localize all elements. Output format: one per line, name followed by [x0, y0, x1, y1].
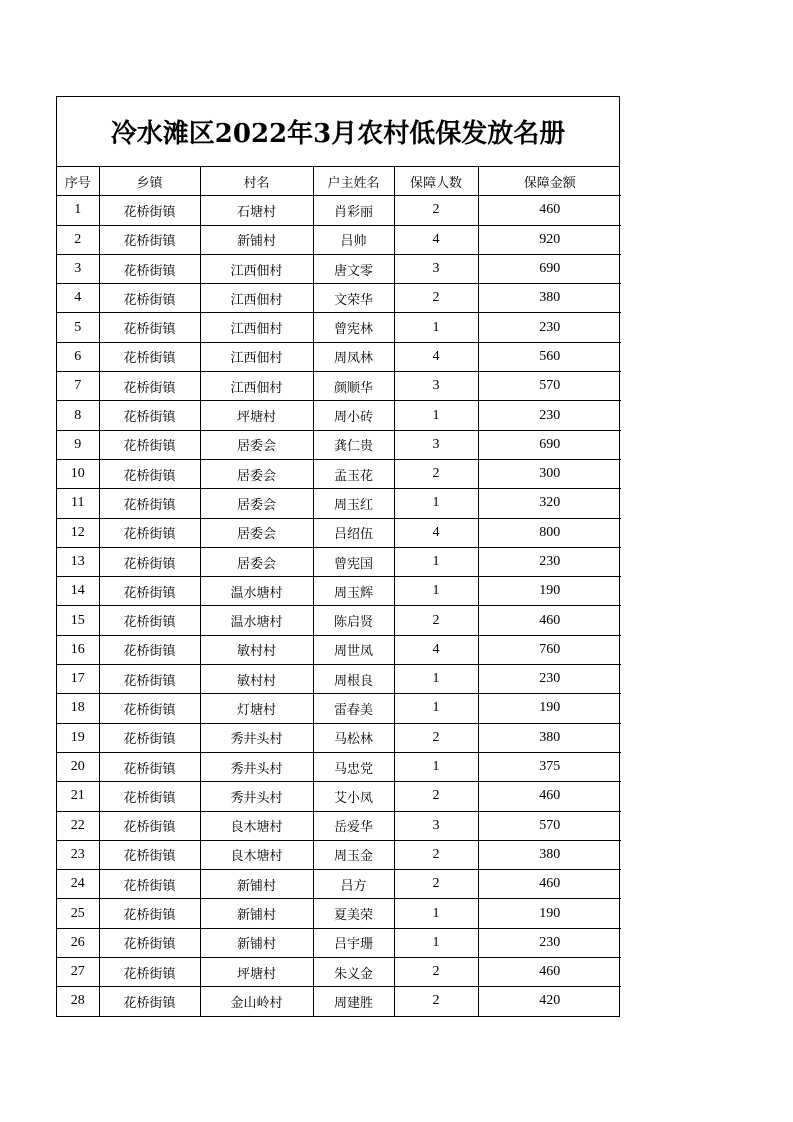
cell-persons: 2	[394, 840, 478, 869]
cell-index: 10	[57, 459, 99, 488]
cell-village: 新铺村	[200, 899, 313, 928]
cell-index: 8	[57, 401, 99, 430]
cell-index: 5	[57, 313, 99, 342]
cell-householder: 朱义金	[313, 958, 394, 987]
cell-persons: 2	[394, 196, 478, 225]
cell-town: 花桥街镇	[99, 284, 200, 313]
table-row	[57, 313, 621, 342]
cell-householder: 文荣华	[313, 284, 394, 313]
cell-amount: 800	[478, 518, 621, 547]
cell-persons: 3	[394, 372, 478, 401]
cell-index: 22	[57, 811, 99, 840]
cell-index: 28	[57, 987, 99, 1016]
header-cell-amount: 保障金额	[478, 167, 621, 196]
table-row	[57, 196, 621, 225]
cell-village: 良木塘村	[200, 811, 313, 840]
cell-householder: 周玉辉	[313, 577, 394, 606]
cell-index: 17	[57, 665, 99, 694]
cell-amount: 460	[478, 958, 621, 987]
cell-town: 花桥街镇	[99, 577, 200, 606]
cell-town: 花桥街镇	[99, 723, 200, 752]
cell-index: 14	[57, 577, 99, 606]
table-row	[57, 577, 621, 606]
cell-householder: 肖彩丽	[313, 196, 394, 225]
cell-householder: 周凤林	[313, 342, 394, 371]
cell-householder: 马松林	[313, 723, 394, 752]
cell-village: 江西佃村	[200, 254, 313, 283]
cell-town: 花桥街镇	[99, 635, 200, 664]
table-row	[57, 372, 621, 401]
cell-village: 秀井头村	[200, 782, 313, 811]
table-row	[57, 254, 621, 283]
cell-householder: 马忠党	[313, 752, 394, 781]
table-row	[57, 899, 621, 928]
cell-village: 敏村村	[200, 665, 313, 694]
cell-village: 居委会	[200, 430, 313, 459]
cell-town: 花桥街镇	[99, 811, 200, 840]
cell-amount: 420	[478, 987, 621, 1016]
cell-amount: 300	[478, 459, 621, 488]
cell-amount: 570	[478, 811, 621, 840]
header-cell-village: 村名	[200, 167, 313, 196]
roster-table	[57, 167, 621, 1016]
table-row	[57, 635, 621, 664]
cell-town: 花桥街镇	[99, 547, 200, 576]
cell-town: 花桥街镇	[99, 899, 200, 928]
cell-village: 新铺村	[200, 870, 313, 899]
cell-persons: 1	[394, 489, 478, 518]
cell-town: 花桥街镇	[99, 430, 200, 459]
table-row	[57, 752, 621, 781]
cell-town: 花桥街镇	[99, 196, 200, 225]
cell-amount: 920	[478, 225, 621, 254]
cell-householder: 吕宇珊	[313, 928, 394, 957]
cell-householder: 艾小凤	[313, 782, 394, 811]
header-row	[57, 167, 621, 196]
cell-village: 江西佃村	[200, 342, 313, 371]
cell-householder: 吕绍伍	[313, 518, 394, 547]
table-row	[57, 928, 621, 957]
table-row	[57, 840, 621, 869]
table-row	[57, 987, 621, 1016]
cell-amount: 460	[478, 196, 621, 225]
cell-index: 4	[57, 284, 99, 313]
cell-amount: 460	[478, 870, 621, 899]
cell-amount: 380	[478, 840, 621, 869]
cell-town: 花桥街镇	[99, 606, 200, 635]
cell-persons: 4	[394, 518, 478, 547]
cell-amount: 190	[478, 694, 621, 723]
cell-amount: 460	[478, 782, 621, 811]
cell-town: 花桥街镇	[99, 752, 200, 781]
cell-town: 花桥街镇	[99, 928, 200, 957]
cell-village: 江西佃村	[200, 313, 313, 342]
roster-sheet	[56, 96, 620, 1017]
cell-town: 花桥街镇	[99, 489, 200, 518]
cell-amount: 230	[478, 401, 621, 430]
table-row	[57, 489, 621, 518]
cell-amount: 380	[478, 284, 621, 313]
cell-amount: 230	[478, 547, 621, 576]
cell-amount: 230	[478, 928, 621, 957]
header-cell-householder: 户主姓名	[313, 167, 394, 196]
table-row	[57, 811, 621, 840]
page-title: 冷水滩区2022年3月农村低保发放名册	[57, 97, 619, 167]
cell-householder: 唐文零	[313, 254, 394, 283]
cell-town: 花桥街镇	[99, 987, 200, 1016]
cell-persons: 2	[394, 606, 478, 635]
cell-village: 坪塘村	[200, 401, 313, 430]
table-row	[57, 870, 621, 899]
header-cell-index: 序号	[57, 167, 99, 196]
cell-persons: 1	[394, 899, 478, 928]
cell-householder: 曾宪林	[313, 313, 394, 342]
cell-persons: 2	[394, 723, 478, 752]
cell-village: 新铺村	[200, 225, 313, 254]
cell-index: 24	[57, 870, 99, 899]
cell-village: 敏村村	[200, 635, 313, 664]
cell-town: 花桥街镇	[99, 665, 200, 694]
cell-index: 2	[57, 225, 99, 254]
cell-index: 12	[57, 518, 99, 547]
cell-householder: 颜顺华	[313, 372, 394, 401]
table-row	[57, 284, 621, 313]
cell-index: 27	[57, 958, 99, 987]
cell-householder: 雷春美	[313, 694, 394, 723]
cell-householder: 岳爱华	[313, 811, 394, 840]
header-cell-town: 乡镇	[99, 167, 200, 196]
cell-persons: 4	[394, 635, 478, 664]
cell-householder: 周玉金	[313, 840, 394, 869]
cell-amount: 380	[478, 723, 621, 752]
cell-persons: 3	[394, 811, 478, 840]
cell-persons: 3	[394, 254, 478, 283]
cell-persons: 2	[394, 459, 478, 488]
cell-index: 15	[57, 606, 99, 635]
cell-amount: 320	[478, 489, 621, 518]
cell-persons: 2	[394, 870, 478, 899]
cell-village: 居委会	[200, 518, 313, 547]
cell-amount: 760	[478, 635, 621, 664]
cell-amount: 690	[478, 254, 621, 283]
cell-index: 16	[57, 635, 99, 664]
cell-householder: 周根良	[313, 665, 394, 694]
cell-householder: 周小砖	[313, 401, 394, 430]
cell-town: 花桥街镇	[99, 958, 200, 987]
cell-village: 温水塘村	[200, 606, 313, 635]
table-row	[57, 401, 621, 430]
cell-town: 花桥街镇	[99, 870, 200, 899]
cell-town: 花桥街镇	[99, 840, 200, 869]
cell-householder: 夏美荣	[313, 899, 394, 928]
table-row	[57, 547, 621, 576]
cell-persons: 2	[394, 987, 478, 1016]
cell-village: 良木塘村	[200, 840, 313, 869]
cell-persons: 2	[394, 782, 478, 811]
cell-amount: 375	[478, 752, 621, 781]
cell-persons: 1	[394, 401, 478, 430]
cell-village: 坪塘村	[200, 958, 313, 987]
cell-persons: 1	[394, 577, 478, 606]
table-row	[57, 723, 621, 752]
cell-amount: 690	[478, 430, 621, 459]
cell-householder: 周世凤	[313, 635, 394, 664]
cell-persons: 1	[394, 694, 478, 723]
cell-amount: 190	[478, 577, 621, 606]
cell-householder: 周玉红	[313, 489, 394, 518]
table-body	[57, 167, 621, 1016]
cell-amount: 560	[478, 342, 621, 371]
cell-village: 江西佃村	[200, 372, 313, 401]
cell-householder: 孟玉花	[313, 459, 394, 488]
cell-persons: 4	[394, 225, 478, 254]
cell-amount: 230	[478, 313, 621, 342]
cell-village: 新铺村	[200, 928, 313, 957]
table-row	[57, 782, 621, 811]
cell-persons: 1	[394, 547, 478, 576]
cell-householder: 吕帅	[313, 225, 394, 254]
cell-persons: 1	[394, 752, 478, 781]
cell-town: 花桥街镇	[99, 225, 200, 254]
cell-index: 11	[57, 489, 99, 518]
table-row	[57, 342, 621, 371]
header-cell-persons: 保障人数	[394, 167, 478, 196]
cell-index: 13	[57, 547, 99, 576]
table-row	[57, 665, 621, 694]
cell-householder: 曾宪国	[313, 547, 394, 576]
cell-index: 6	[57, 342, 99, 371]
cell-index: 26	[57, 928, 99, 957]
cell-persons: 3	[394, 430, 478, 459]
cell-index: 9	[57, 430, 99, 459]
cell-village: 金山岭村	[200, 987, 313, 1016]
cell-amount: 460	[478, 606, 621, 635]
cell-index: 3	[57, 254, 99, 283]
cell-town: 花桥街镇	[99, 254, 200, 283]
cell-index: 21	[57, 782, 99, 811]
table-row	[57, 459, 621, 488]
cell-village: 居委会	[200, 489, 313, 518]
cell-village: 灯塘村	[200, 694, 313, 723]
cell-town: 花桥街镇	[99, 694, 200, 723]
cell-town: 花桥街镇	[99, 372, 200, 401]
cell-index: 18	[57, 694, 99, 723]
cell-persons: 1	[394, 665, 478, 694]
cell-village: 秀井头村	[200, 752, 313, 781]
table-row	[57, 694, 621, 723]
cell-persons: 4	[394, 342, 478, 371]
cell-town: 花桥街镇	[99, 313, 200, 342]
cell-village: 温水塘村	[200, 577, 313, 606]
cell-householder: 陈启贤	[313, 606, 394, 635]
table-row	[57, 225, 621, 254]
cell-town: 花桥街镇	[99, 782, 200, 811]
cell-persons: 1	[394, 928, 478, 957]
cell-index: 1	[57, 196, 99, 225]
cell-village: 石塘村	[200, 196, 313, 225]
table-row	[57, 518, 621, 547]
cell-town: 花桥街镇	[99, 459, 200, 488]
cell-index: 23	[57, 840, 99, 869]
cell-householder: 龚仁贵	[313, 430, 394, 459]
cell-index: 25	[57, 899, 99, 928]
cell-persons: 2	[394, 958, 478, 987]
cell-village: 居委会	[200, 547, 313, 576]
cell-town: 花桥街镇	[99, 342, 200, 371]
table-row	[57, 958, 621, 987]
cell-village: 居委会	[200, 459, 313, 488]
cell-village: 江西佃村	[200, 284, 313, 313]
table-row	[57, 430, 621, 459]
cell-persons: 1	[394, 313, 478, 342]
cell-town: 花桥街镇	[99, 401, 200, 430]
cell-householder: 周建胜	[313, 987, 394, 1016]
cell-persons: 2	[394, 284, 478, 313]
table-row	[57, 606, 621, 635]
cell-index: 20	[57, 752, 99, 781]
cell-town: 花桥街镇	[99, 518, 200, 547]
cell-amount: 570	[478, 372, 621, 401]
cell-amount: 190	[478, 899, 621, 928]
cell-village: 秀井头村	[200, 723, 313, 752]
cell-amount: 230	[478, 665, 621, 694]
cell-index: 7	[57, 372, 99, 401]
cell-index: 19	[57, 723, 99, 752]
cell-householder: 吕方	[313, 870, 394, 899]
